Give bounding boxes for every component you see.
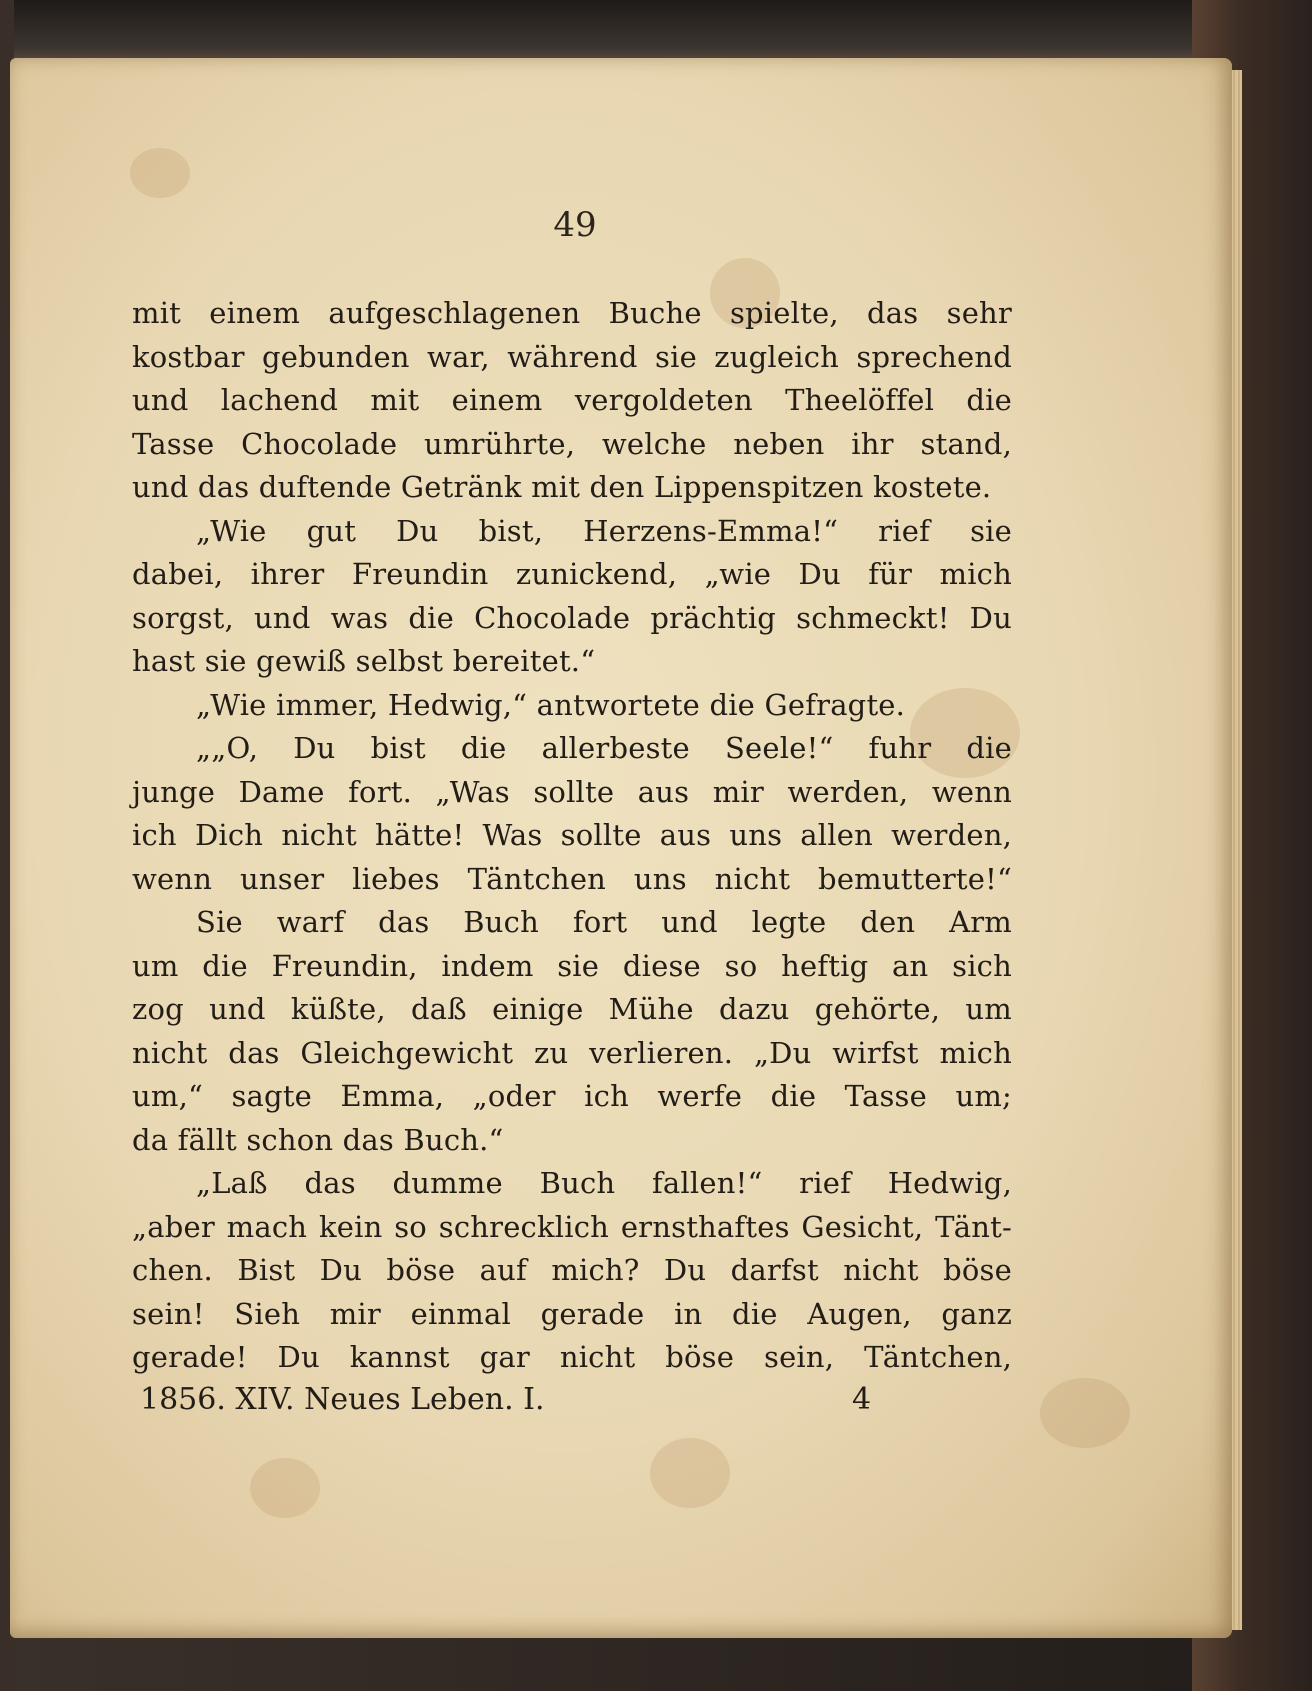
foxing-stain (250, 1458, 320, 1518)
text-line: Tasse Chocolade umrührte, welche neben ihr stand, (132, 426, 1012, 461)
text-line: um die Freundin, indem sie diese so heftig an sich (132, 948, 1012, 983)
page-number: 49 (553, 205, 597, 245)
text-line: hast sie gewiß selbst bereitet.“ (132, 644, 596, 678)
text-line: „aber mach kein so schrecklich ernsthaftes Gesicht, Tänt- (132, 1209, 1012, 1244)
body-text (132, 292, 1012, 1380)
text-line: ich Dich nicht hätte! Was sollte aus uns allen werden, (132, 818, 1012, 852)
foxing-stain (130, 148, 190, 198)
text-line: dabei, ihrer Freundin zunickend, „wie Du für mich (132, 557, 1012, 591)
text-line: mit einem aufgeschlagenen Buche spielte, das sehr (132, 296, 1012, 330)
text-line: nicht das Gleichgewicht zu verlieren. „Du wirfst mich (132, 1035, 1012, 1070)
text-line: „Wie immer, Hedwig,“ antwortete die Gefragte. (196, 687, 906, 722)
text-line: „Wie gut Du bist, Herzens-Emma!“ rief sie (196, 513, 1012, 548)
text-line: kostbar gebunden war, während sie zugleich sprechend (132, 339, 1012, 374)
text-line: gerade! Du kannst gar nicht böse sein, Täntchen, (132, 1340, 1012, 1374)
text-line: und lachend mit einem vergoldeten Theelöffel die (132, 383, 1012, 417)
text-line: chen. Bist Du böse auf mich? Du darfst nicht böse (132, 1253, 1012, 1287)
text-line: und das duftende Getränk mit den Lippenspitzen kostete. (132, 470, 992, 504)
printer-signature: 1856. XIV. Neues Leben. I. (140, 1382, 545, 1417)
sheet-number: 4 (852, 1382, 872, 1417)
foxing-stain (1040, 1378, 1130, 1448)
text-line: sorgst, und was die Chocolade prächtig schmeckt! Du (132, 600, 1012, 635)
text-line: da fällt schon das Buch.“ (132, 1122, 504, 1157)
text-line: „„O, Du bist die allerbeste Seele!“ fuhr die (196, 731, 1012, 765)
text-line: wenn unser liebes Täntchen uns nicht bemutterte!“ (132, 861, 1012, 896)
text-line: zog und küßte, daß einige Mühe dazu gehörte, um (132, 992, 1012, 1026)
text-line: Sie warf das Buch fort und legte den Arm (196, 905, 1012, 939)
text-line: „Laß das dumme Buch fallen!“ rief Hedwig, (196, 1166, 1012, 1200)
text-line: junge Dame fort. „Was sollte aus mir werden, wenn (132, 774, 1012, 809)
text-line: um,“ sagte Emma, „oder ich werfe die Tasse um; (132, 1079, 1012, 1113)
text-line: sein! Sieh mir einmal gerade in die Augen, ganz (132, 1296, 1012, 1331)
foxing-stain (650, 1438, 730, 1508)
